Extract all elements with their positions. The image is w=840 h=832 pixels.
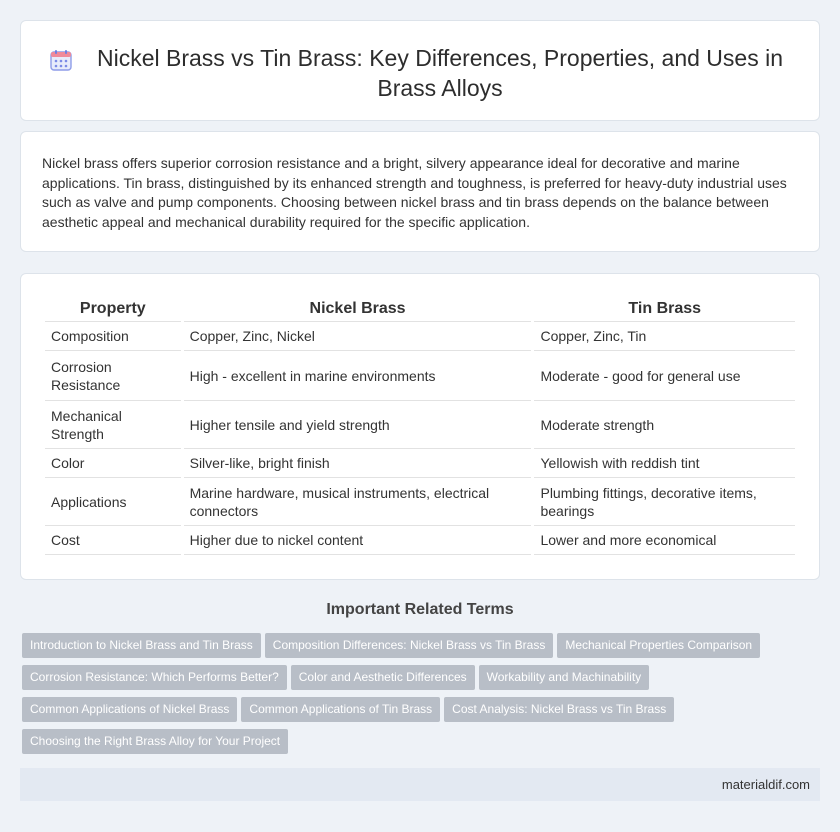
related-term-link[interactable]: Color and Aesthetic Differences (291, 665, 475, 690)
footer-site-label: materialdif.com (721, 777, 810, 792)
related-term-link[interactable]: Cost Analysis: Nickel Brass vs Tin Brass (444, 697, 674, 722)
related-terms-title: Important Related Terms (326, 601, 514, 618)
related-term-link[interactable]: Composition Differences: Nickel Brass vs Tin Brass (265, 633, 554, 658)
tag-row (22, 665, 822, 697)
header-property: Property (45, 292, 181, 322)
row-tin-value: Lower and more economical (534, 526, 795, 555)
related-terms-tags (22, 633, 822, 761)
table-row (45, 322, 795, 351)
row-tin-value: Copper, Zinc, Tin (534, 322, 795, 351)
table-row (45, 526, 795, 555)
row-tin-value: Plumbing fittings, decorative items, bearings (534, 478, 795, 526)
row-property: Composition (45, 322, 181, 351)
row-nickel-value: Silver-like, bright finish (184, 449, 532, 478)
comparison-table (42, 292, 798, 555)
tag-row (22, 633, 822, 665)
table-row (45, 478, 795, 526)
row-property: Mechanical Strength (45, 401, 181, 449)
comparison-card (20, 273, 820, 580)
related-term-link[interactable]: Common Applications of Tin Brass (241, 697, 440, 722)
row-tin-value: Yellowish with reddish tint (534, 449, 795, 478)
tag-row (22, 729, 822, 761)
header-nickel-brass: Nickel Brass (184, 292, 532, 322)
row-nickel-value: Higher due to nickel content (184, 526, 532, 555)
table-row (45, 351, 795, 401)
header-card (20, 20, 820, 121)
table-row (45, 449, 795, 478)
related-term-link[interactable]: Introduction to Nickel Brass and Tin Brass (22, 633, 261, 658)
header-tin-brass: Tin Brass (534, 292, 795, 322)
related-term-link[interactable]: Common Applications of Nickel Brass (22, 697, 237, 722)
row-nickel-value: Copper, Zinc, Nickel (184, 322, 532, 351)
row-property: Applications (45, 478, 181, 526)
table-header-row (45, 292, 795, 322)
intro-card (20, 131, 820, 252)
calendar-icon (49, 48, 73, 72)
related-term-link[interactable]: Choosing the Right Brass Alloy for Your Project (22, 729, 288, 754)
row-property: Cost (45, 526, 181, 555)
related-term-link[interactable]: Corrosion Resistance: Which Performs Better? (22, 665, 287, 690)
intro-paragraph: Nickel brass offers superior corrosion resistance and a bright, silvery appearance ideal for decorative and marine applications. Tin brass, distinguished by its enhanced strength and toughness, is preferred for heavy-duty industrial uses such as valve and pump components. Choosing between nickel brass and tin brass depends on the balance between aesthetic appeal and mechanical durability required for the specific application. (42, 155, 787, 230)
row-tin-value: Moderate - good for general use (534, 351, 795, 401)
row-nickel-value: Higher tensile and yield strength (184, 401, 532, 449)
tag-row (22, 697, 822, 729)
row-property: Color (45, 449, 181, 478)
footer (20, 768, 820, 801)
row-property: Corrosion Resistance (45, 351, 181, 401)
page-title: Nickel Brass vs Tin Brass: Key Differences, Properties, and Uses in Brass Alloys (96, 45, 783, 101)
row-tin-value: Moderate strength (534, 401, 795, 449)
title-wrap (21, 21, 819, 120)
table-row (45, 401, 795, 449)
row-nickel-value: Marine hardware, musical instruments, electrical connectors (184, 478, 532, 526)
related-term-link[interactable]: Workability and Machinability (479, 665, 650, 690)
row-nickel-value: High - excellent in marine environments (184, 351, 532, 401)
related-term-link[interactable]: Mechanical Properties Comparison (557, 633, 760, 658)
